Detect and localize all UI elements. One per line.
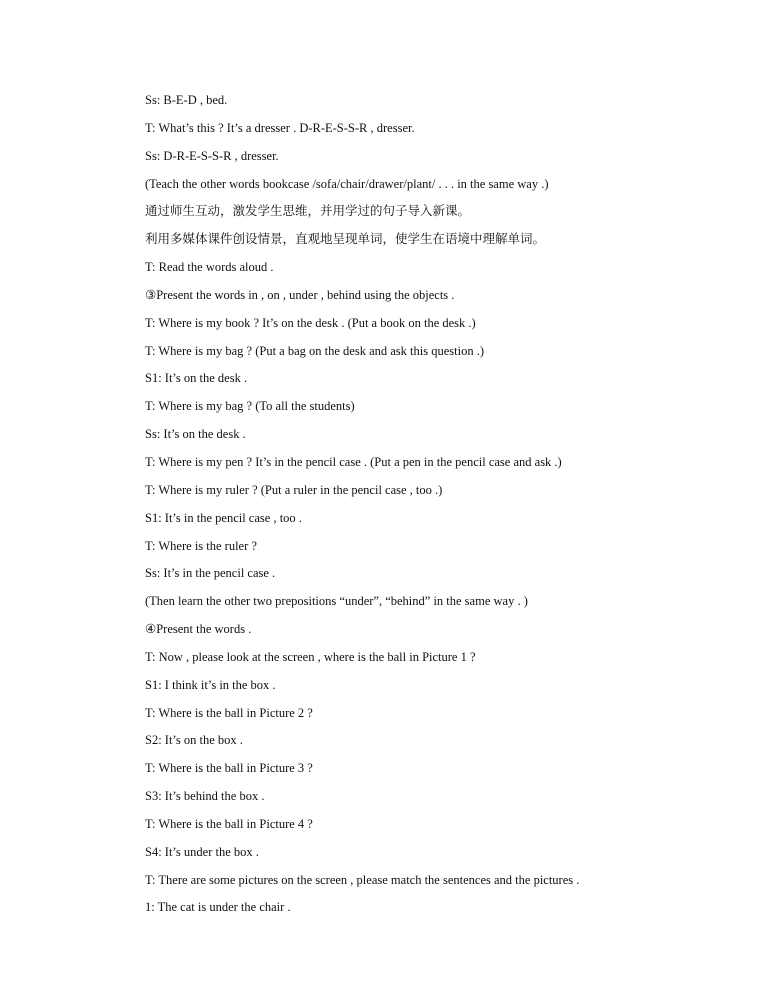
text-line: Ss: It’s on the desk .: [145, 427, 246, 442]
text-line: ③Present the words in , on , under , behind using the objects .: [145, 287, 455, 302]
text-line: Ss: It’s in the pencil case .: [145, 566, 276, 581]
text-line: (Then learn the other two prepositions “under”, “behind” in the same way . ): [145, 594, 528, 609]
text-line: T: Where is my bag ? (Put a bag on the desk and ask this question .): [145, 343, 485, 358]
text-line: T: Where is my pen ? It’s in the pencil case . (Put a pen in the pencil case and ask .): [145, 454, 562, 469]
lesson-transcript: [145, 92, 745, 927]
text-line: T: Read the words aloud .: [145, 260, 274, 275]
text-line: T: Where is the ball in Picture 2 ?: [145, 705, 313, 720]
text-line: S1: It’s in the pencil case , too .: [145, 510, 302, 525]
text-line: T: Where is the ball in Picture 3 ?: [145, 761, 313, 776]
text-line: T: Where is my book ? It’s on the desk . (Put a book on the desk .): [145, 315, 476, 330]
text-line: T: Where is the ball in Picture 4 ?: [145, 816, 313, 831]
text-line: Ss: D-R-E-S-S-R , dresser.: [145, 148, 279, 163]
text-line: (Teach the other words bookcase /sofa/chair/drawer/plant/ . . . in the same way .): [145, 176, 549, 191]
text-line: T: Where is my ruler ? (Put a ruler in the pencil case , too .): [145, 482, 443, 497]
text-line: S3: It’s behind the box .: [145, 789, 265, 804]
text-line: S1: I think it’s in the box .: [145, 677, 276, 692]
text-line: 1: The cat is under the chair .: [145, 900, 291, 915]
text-line: Ss: B-E-D , bed.: [145, 93, 228, 107]
text-line: ④Present the words .: [145, 622, 252, 637]
text-line: T: Where is my bag ? (To all the students): [145, 399, 355, 414]
text-line: S4: It’s under the box .: [145, 844, 259, 859]
text-line: T: Now , please look at the screen , where is the ball in Picture 1 ?: [145, 649, 476, 664]
text-line: 利用多媒体课件创设情景，直观地呈现单词，使学生在语境中理解单词。: [145, 232, 546, 247]
text-line: T: Where is the ruler ?: [145, 538, 257, 553]
text-line: T: What’s this ? It’s a dresser . D-R-E-S-S-R , dresser.: [145, 120, 415, 135]
text-line: T: There are some pictures on the screen , please match the sentences and the pictures .: [145, 872, 580, 887]
text-line: S1: It’s on the desk .: [145, 371, 248, 386]
text-line: 通过师生互动，激发学生思维，并用学过的句子导入新课。: [145, 204, 471, 219]
text-line: S2: It’s on the box .: [145, 733, 243, 748]
